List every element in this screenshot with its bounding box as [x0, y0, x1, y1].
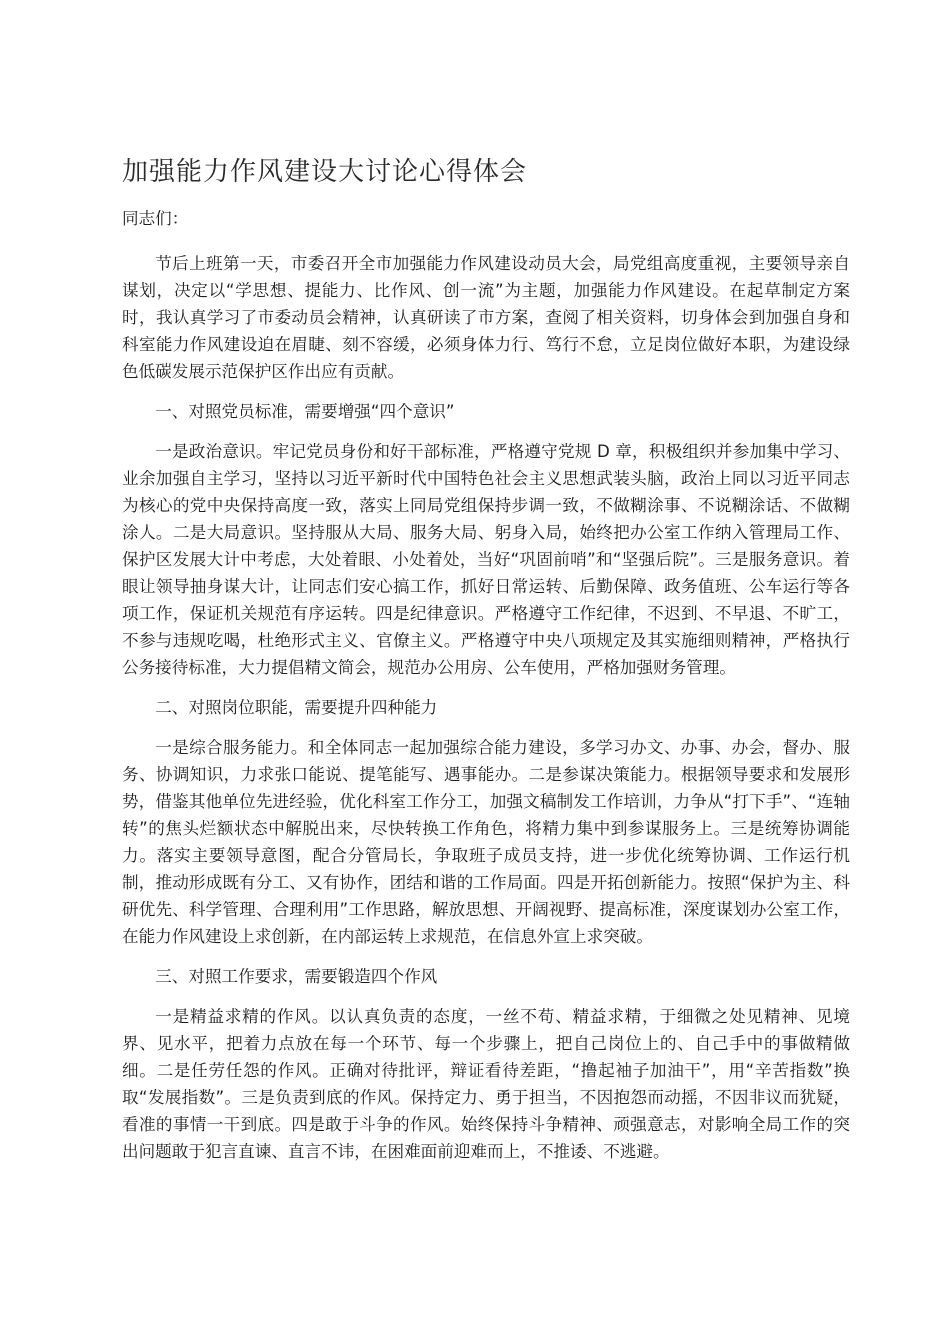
salutation: 同志们：: [122, 209, 189, 228]
section-heading-2: 二、对照岗位职能，需要提升四种能力: [155, 698, 438, 717]
section-heading-1: 一、对照党员标准，需要增强“四个意识”: [155, 402, 455, 421]
section-paragraph-2: 一是综合服务能力。和全体同志一起加强综合能力建设，多学习办文、办事、办会，督办、服务、协调知识，力求张口能说、提笔能写、遇事能办。二是参谋决策能力。根据领导要求和发展形势，借鉴其他单位先进经验，优化科室工作分工，加强文稿制发工作培训，力争从“打下手”、“连轴转”的焦头烂额状态中解脱出来，尽快转换工作角色，将精力集中到参谋服务上。三是统筹协调能力。落实主要领导意图，配合分管局长，争取班子成员支持，进一步优化统筹协调、工作运行机制，推动形成既有分工、又有协作，团结和谐的工作局面。四是开拓创新能力。按照“保护为主、科研优先、科学管理、合理利用”工作思路，解放思想、开阔视野、提高标准，深度谋划办公室工作，在能力作风建设上求创新，在内部运转上求规范，在信息外宣上求突破。: [122, 738, 850, 946]
section-paragraph-3: 一是精益求精的作风。以认真负责的态度，一丝不苟、精益求精，于细微之处见精神、见境界、见水平，把着力点放在每一个环节、每一个步骤上，把自己岗位上的、自己手中的事做精做细。二是任劳任怨的作风。正确对待批评，辩证看待差距，“撸起袖子加油干”，用“辛苦指数”换取“发展指数”。三是负责到底的作风。保持定力、勇于担当，不因抱怨而动摇，不因非议而犹疑，看准的事情一干到底。四是敢于斗争的作风。始终保持斗争精神、顽强意志，对影响全局工作的突出问题敢于犯言直谏、直言不讳，在困难面前迎难而上，不推诿、不逃避。: [122, 1007, 850, 1161]
section-paragraph-1: 一是政治意识。牢记党员身份和好干部标准，严格遵守党规 D 章，积极组织并参加集中学习、业余加强自主学习，坚持以习近平新时代中国特色社会主义思想武装头脑，政治上同以习近平同志为核心的党中央保持高度一致，落实上同局党组保持步调一致，不做糊涂事、不说糊涂话、不做糊涂人。二是大局意识。坚持服从大局、服务大局、躬身入局，始终把办公室工作纳入管理局工作、保护区发展大计中考虑，大处着眼、小处着处，当好“巩固前哨”和“坚强后院”。三是服务意识。着眼让领导抽身谋大计，让同志们安心搞工作，抓好日常运转、后勤保障、政务值班、公车运行等各项工作，保证机关规范有序运转。四是纪律意识。严格遵守工作纪律，不迟到、不早退、不旷工，不参与违规吃喝，杜绝形式主义、官僚主义。严格遵守中央八项规定及其实施细则精神，严格执行公务接待标准，大力提倡精文简会，规范办公用房、公车使用，严格加强财务管理。: [122, 442, 850, 677]
document-title: 加强能力作风建设大讨论心得体会: [122, 157, 528, 187]
intro-paragraph: 节后上班第一天，市委召开全市加强能力作风建设动员大会，局党组高度重视，主要领导亲自谋划，决定以“学思想、提能力、比作风、创一流”为主题，加强能力作风建设。在起草制定方案时，我认真学习了市委动员会精神，认真研读了市方案，查阅了相关资料，切身体会到加强自身和科室能力作风建设迫在眉睫、刻不容缓，必须身体力行、笃行不怠，立足岗位做好本职，为建设绿色低碳发展示范保护区作出应有贡献。: [122, 254, 850, 381]
document-body: [122, 205, 850, 1165]
section-heading-3: 三、对照工作要求，需要锻造四个作风: [155, 967, 438, 986]
